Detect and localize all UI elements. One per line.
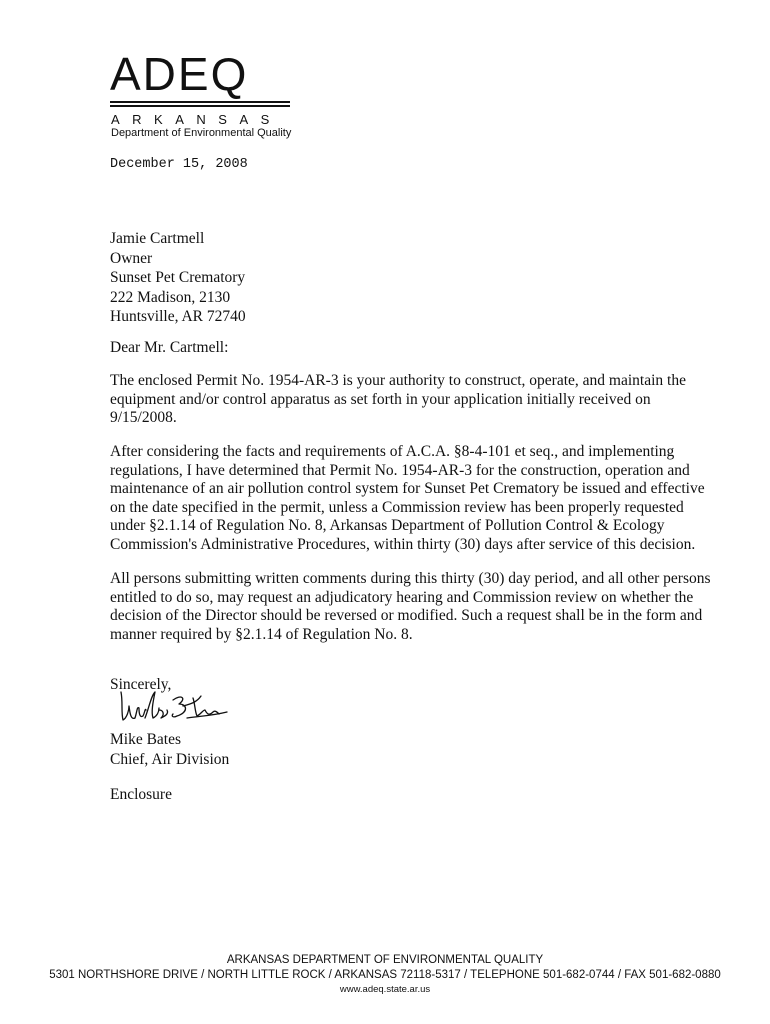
recipient-city: Huntsville, AR 72740 xyxy=(110,308,246,325)
closing: Sincerely, xyxy=(110,676,172,693)
paragraph-permit xyxy=(110,372,710,428)
footer-agency: ARKANSAS DEPARTMENT OF ENVIRONMENTAL QUALITY xyxy=(226,954,544,966)
recipient-title: Owner xyxy=(110,249,153,267)
signer-block xyxy=(110,730,229,769)
logo-wordmark: ADEQ xyxy=(110,48,249,100)
paragraph-line: After considering the facts and requirements of A.C.A. §8-4-101 et seq., and implementing xyxy=(110,443,675,460)
handwritten-signature xyxy=(115,688,235,734)
adeq-logo xyxy=(110,48,340,100)
paragraph-line: Commission's Administrative Procedures, within thirty (30) days after service of this decision. xyxy=(110,535,696,553)
letterhead-department: Department of Environmental Quality xyxy=(111,127,292,139)
paragraph-line: decision of the Director should be reversed or modified. Such a request shall be in the form and xyxy=(110,607,703,625)
footer-website: www.adeq.state.ar.us xyxy=(339,984,431,995)
paragraph-line: All persons submitting written comments during this thirty (30) day period, and all other persons xyxy=(110,570,711,587)
recipient-name: Jamie Cartmell xyxy=(110,230,205,247)
logo-underline xyxy=(110,101,290,109)
letter-date: December 15, 2008 xyxy=(110,157,248,172)
signer-name: Mike Bates xyxy=(110,731,182,748)
recipient-company: Sunset Pet Crematory xyxy=(110,269,246,286)
paragraph-line: equipment and/or control apparatus as set forth in your application initially received on xyxy=(110,390,651,408)
paragraph-line: The enclosed Permit No. 1954-AR-3 is your authority to construct, operate, and maintain the xyxy=(110,372,686,389)
footer xyxy=(0,953,770,996)
paragraph-line: on the date specified in the permit, unless a Commission review has been properly requested xyxy=(110,498,684,516)
paragraph-line: regulations, I have determined that Permit No. 1954-AR-3 for the construction, operation and xyxy=(110,461,690,479)
signer-title: Chief, Air Division xyxy=(110,750,230,768)
letterhead-state: ARKANSAS xyxy=(111,112,282,127)
paragraph-determination xyxy=(110,443,710,555)
salutation: Dear Mr. Cartmell: xyxy=(110,339,229,356)
recipient-street: 222 Madison, 2130 xyxy=(110,288,231,306)
paragraph-line: maintenance of an air pollution control system for Sunset Pet Crematory be issued and effective xyxy=(110,480,705,498)
paragraph-line: 9/15/2008. xyxy=(110,409,177,427)
enclosure-note: Enclosure xyxy=(110,786,172,803)
recipient-address xyxy=(110,229,246,327)
paragraph-line: under §2.1.14 of Regulation No. 8, Arkansas Department of Pollution Control & Ecology xyxy=(110,517,665,535)
paragraph-line: manner required by §2.1.14 of Regulation No. 8. xyxy=(110,625,413,643)
paragraph-line: entitled to do so, may request an adjudicatory hearing and Commission review on whether the xyxy=(110,588,694,606)
paragraph-hearing xyxy=(110,570,710,644)
footer-address: 5301 NORTHSHORE DRIVE / NORTH LITTLE ROCK / ARKANSAS 72118-5317 / TELEPHONE 501-682-0744 / FAX 501-682-0880 xyxy=(49,969,721,981)
